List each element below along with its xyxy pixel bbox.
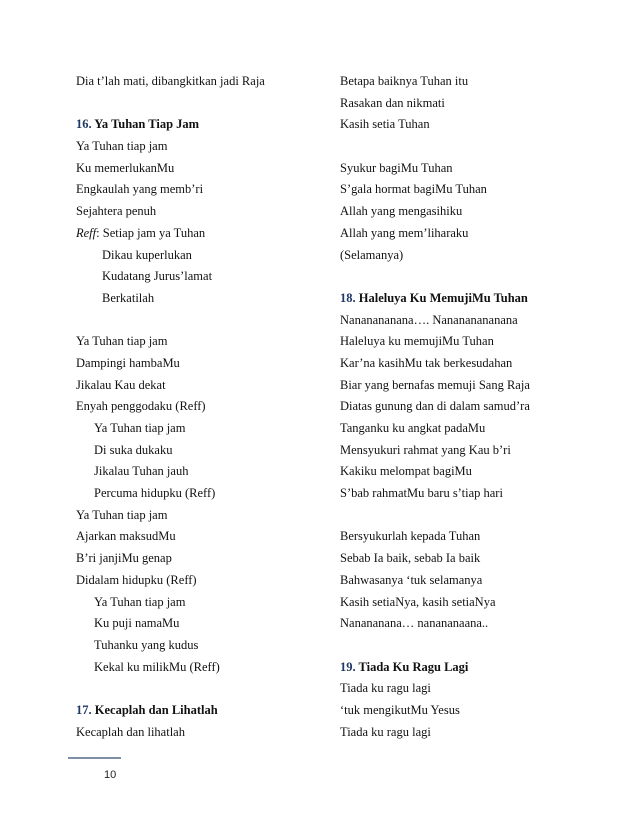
spacer-line <box>340 505 620 527</box>
lyric-line: Berkatilah <box>102 290 155 305</box>
spacer-line <box>340 635 620 657</box>
lyric-line: Enyah penggodaku (Reff) <box>76 399 206 414</box>
lyric-line: S’gala hormat bagiMu Tuhan <box>340 182 487 197</box>
spacer-line <box>76 93 326 115</box>
spacer-line <box>76 678 326 700</box>
lyric-line: Kakiku melompat bagiMu <box>340 464 472 479</box>
lyric-line: Allah yang mem’liharaku <box>340 225 469 240</box>
lyric-line: Ya Tuhan tiap jam <box>76 139 168 154</box>
footer-rule <box>68 757 121 759</box>
song-16-title <box>76 114 326 136</box>
lyric-line: Tiada ku ragu lagi <box>340 681 431 696</box>
lyric-line: Jikalau Tuhan jauh <box>94 464 189 479</box>
lyric-line: Tuhanku yang kudus <box>94 637 199 652</box>
lyric-line: Syukur bagiMu Tuhan <box>340 160 453 175</box>
refrain-label: Reff <box>76 225 97 240</box>
lyric-line: ‘tuk mengikutMu Yesus <box>340 702 460 717</box>
right-column <box>340 71 620 743</box>
spacer-line <box>76 310 326 332</box>
lyric-line: Betapa baiknya Tuhan itu <box>340 74 469 88</box>
lyric-line: Ku memerlukanMu <box>76 160 175 175</box>
left-column <box>76 71 326 743</box>
song-18-title <box>340 288 620 310</box>
lyric-line: Allah yang mengasihiku <box>340 204 463 219</box>
spacer-line <box>340 266 620 288</box>
lyric-line: Dia t’lah mati, dibangkitkan jadi Raja <box>76 74 265 88</box>
lyric-line: B’ri janjiMu genap <box>76 551 172 566</box>
lyric-line: Biar yang bernafas memuji Sang Raja <box>340 377 530 392</box>
lyric-line: Bersyukurlah kepada Tuhan <box>340 529 481 544</box>
lyric-line: Sebab Ia baik, sebab Ia baik <box>340 551 481 566</box>
lyric-line: Dikau kuperlukan <box>102 247 192 262</box>
lyric-line: Nanananana… nanananaana.. <box>340 616 489 631</box>
song-title-text: Haleluya Ku MemujiMu Tuhan <box>355 290 528 305</box>
refrain-line <box>76 223 326 245</box>
lyric-line: Ya Tuhan tiap jam <box>94 594 186 609</box>
lyric-line: Kudatang Jurus’lamat <box>102 269 213 284</box>
lyric-line: Kekal ku milikMu (Reff) <box>94 659 220 674</box>
lyric-line: Ya Tuhan tiap jam <box>76 507 168 522</box>
lyric-line: Mensyukuri rahmat yang Kau b’ri <box>340 442 511 457</box>
lyric-line: Ku puji namaMu <box>94 616 180 631</box>
lyric-line: Percuma hidupku (Reff) <box>94 486 216 501</box>
lyric-line: Bahwasanya ‘tuk selamanya <box>340 572 483 587</box>
lyric-line: Tiada ku ragu lagi <box>340 724 431 739</box>
lyric-line: Tanganku ku angkat padaMu <box>340 421 486 435</box>
song-number: 18. <box>340 290 356 305</box>
lyric-line: Didalam hidupku (Reff) <box>76 572 197 587</box>
song-title-text: Kecaplah dan Lihatlah <box>91 702 218 717</box>
song-17-title <box>76 700 326 722</box>
song-number: 19. <box>340 659 356 674</box>
page-number: 10 <box>104 769 117 781</box>
song-title-text: Tiada Ku Ragu Lagi <box>355 659 469 674</box>
lyric-line: Engkaulah yang memb’ri <box>76 182 204 197</box>
lyric-line: Rasakan dan nikmati <box>340 95 445 110</box>
lyric-line: Ajarkan maksudMu <box>76 529 176 544</box>
song-19-title <box>340 657 620 679</box>
song-number: 16. <box>76 117 92 132</box>
lyric-line: Dampingi hambaMu <box>76 355 180 370</box>
spacer-line <box>340 136 620 158</box>
song-title-text: Ya Tuhan Tiap Jam <box>91 117 200 132</box>
lyric-line: Haleluya ku memujiMu Tuhan <box>340 334 494 349</box>
lyric-line: Kasih setia Tuhan <box>340 117 430 132</box>
refrain-text: : Setiap jam ya Tuhan <box>96 225 206 240</box>
lyric-line: Nananananana…. Nanananananana <box>340 312 518 327</box>
lyric-line: Kar’na kasihMu tak berkesudahan <box>340 355 513 370</box>
lyric-line: (Selamanya) <box>340 247 404 262</box>
lyric-line: Diatas gunung dan di dalam samud’ra <box>340 399 530 414</box>
lyric-line: Di suka dukaku <box>94 442 173 457</box>
lyric-line: Kecaplah dan lihatlah <box>76 724 185 739</box>
lyric-line: Ya Tuhan tiap jam <box>76 334 168 349</box>
lyric-line: Ya Tuhan tiap jam <box>94 421 186 435</box>
lyric-line: Jikalau Kau dekat <box>76 377 166 392</box>
lyric-line: Sejahtera penuh <box>76 204 157 219</box>
lyric-line: Kasih setiaNya, kasih setiaNya <box>340 594 496 609</box>
song-number: 17. <box>76 702 92 717</box>
lyric-line: S’bab rahmatMu baru s’tiap hari <box>340 486 503 501</box>
